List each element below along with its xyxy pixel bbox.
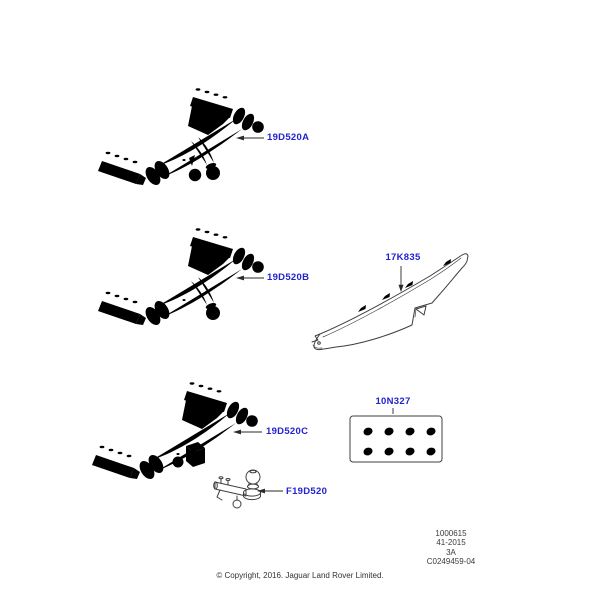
bolt-kit-drawing <box>348 414 444 466</box>
reference-block <box>405 529 497 566</box>
callout-f19d520[interactable]: F19D520 <box>286 486 328 497</box>
callout-10n327[interactable]: 10N327 <box>375 396 411 407</box>
towbar-assembly-b-drawing <box>96 218 271 333</box>
copyright-text: © Copyright, 2016. Jaguar Land Rover Limited. <box>216 571 384 580</box>
callout-19d520b[interactable]: 19D520B <box>267 272 310 283</box>
bumper-trim-panel-drawing <box>308 250 476 358</box>
callout-19d520c[interactable]: 19D520C <box>266 426 309 437</box>
reference-line: 41-2015 <box>436 538 466 548</box>
towbar-assembly-a-drawing <box>96 78 271 193</box>
detachable-towball-drawing <box>212 466 268 512</box>
reference-line: 1000615 <box>435 529 467 538</box>
callout-17k835[interactable]: 17K835 <box>385 252 421 263</box>
callout-19d520a[interactable]: 19D520A <box>267 132 310 143</box>
reference-line: 3A <box>446 547 456 557</box>
reference-line: C0249459-04 <box>426 556 476 566</box>
